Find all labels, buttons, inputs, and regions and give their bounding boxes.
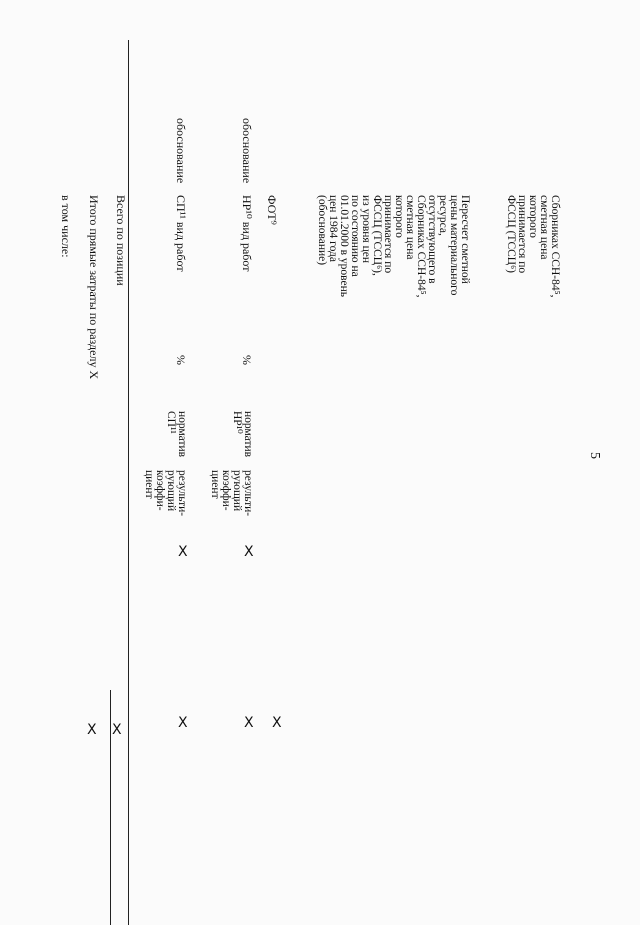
x-mark: X — [178, 715, 188, 731]
hr-result-coef: результи- рующий коэффи- циент — [209, 470, 254, 517]
sp-percent: % — [174, 355, 188, 365]
x-mark: X — [272, 715, 282, 731]
x-mark: X — [178, 544, 188, 560]
x-mark: X — [244, 544, 254, 560]
x-mark: X — [112, 722, 122, 738]
x-mark: X — [244, 715, 254, 731]
total-position: Всего по позиции — [114, 195, 128, 286]
hr-percent: % — [240, 355, 254, 365]
total-direct-costs: Итого прямые затраты по разделу X — [87, 195, 101, 380]
sp-work-type: СП¹¹ вид работ — [174, 195, 188, 272]
sp-basis-label: обоснование — [174, 118, 188, 184]
including-label: в том числе: — [59, 195, 73, 258]
fot-label: ФОТ⁹ — [265, 195, 279, 225]
hr-basis-label: обоснование — [240, 118, 254, 184]
page-number: 5 — [587, 452, 602, 459]
sp-result-coef: результи- рующий коэффи- циент — [143, 470, 188, 517]
hr-work-type: НР¹⁰ вид работ — [240, 195, 254, 272]
sp-norm: норматив СП¹¹ — [165, 411, 188, 458]
hr-norm: норматив НР¹⁰ — [231, 411, 254, 458]
x-mark: X — [87, 722, 97, 738]
basis-text-recalc: Пересчет сметной цены материального ресурса, отсутствующего в Сборниках ССН-84⁵, сметная цена которого принимается по ФССЦ (ТССЦ⁶), из уровня цен по состоянию на 01.01.2000 в уровень цен 1984 года (обоснование) — [316, 195, 471, 298]
table-left-border — [128, 40, 129, 925]
basis-text-upper: Сборниках ССН-84⁵, сметная цена которого принимается по ФССЦ (ТССЦ⁶) — [505, 195, 561, 298]
table-divider — [110, 690, 111, 925]
